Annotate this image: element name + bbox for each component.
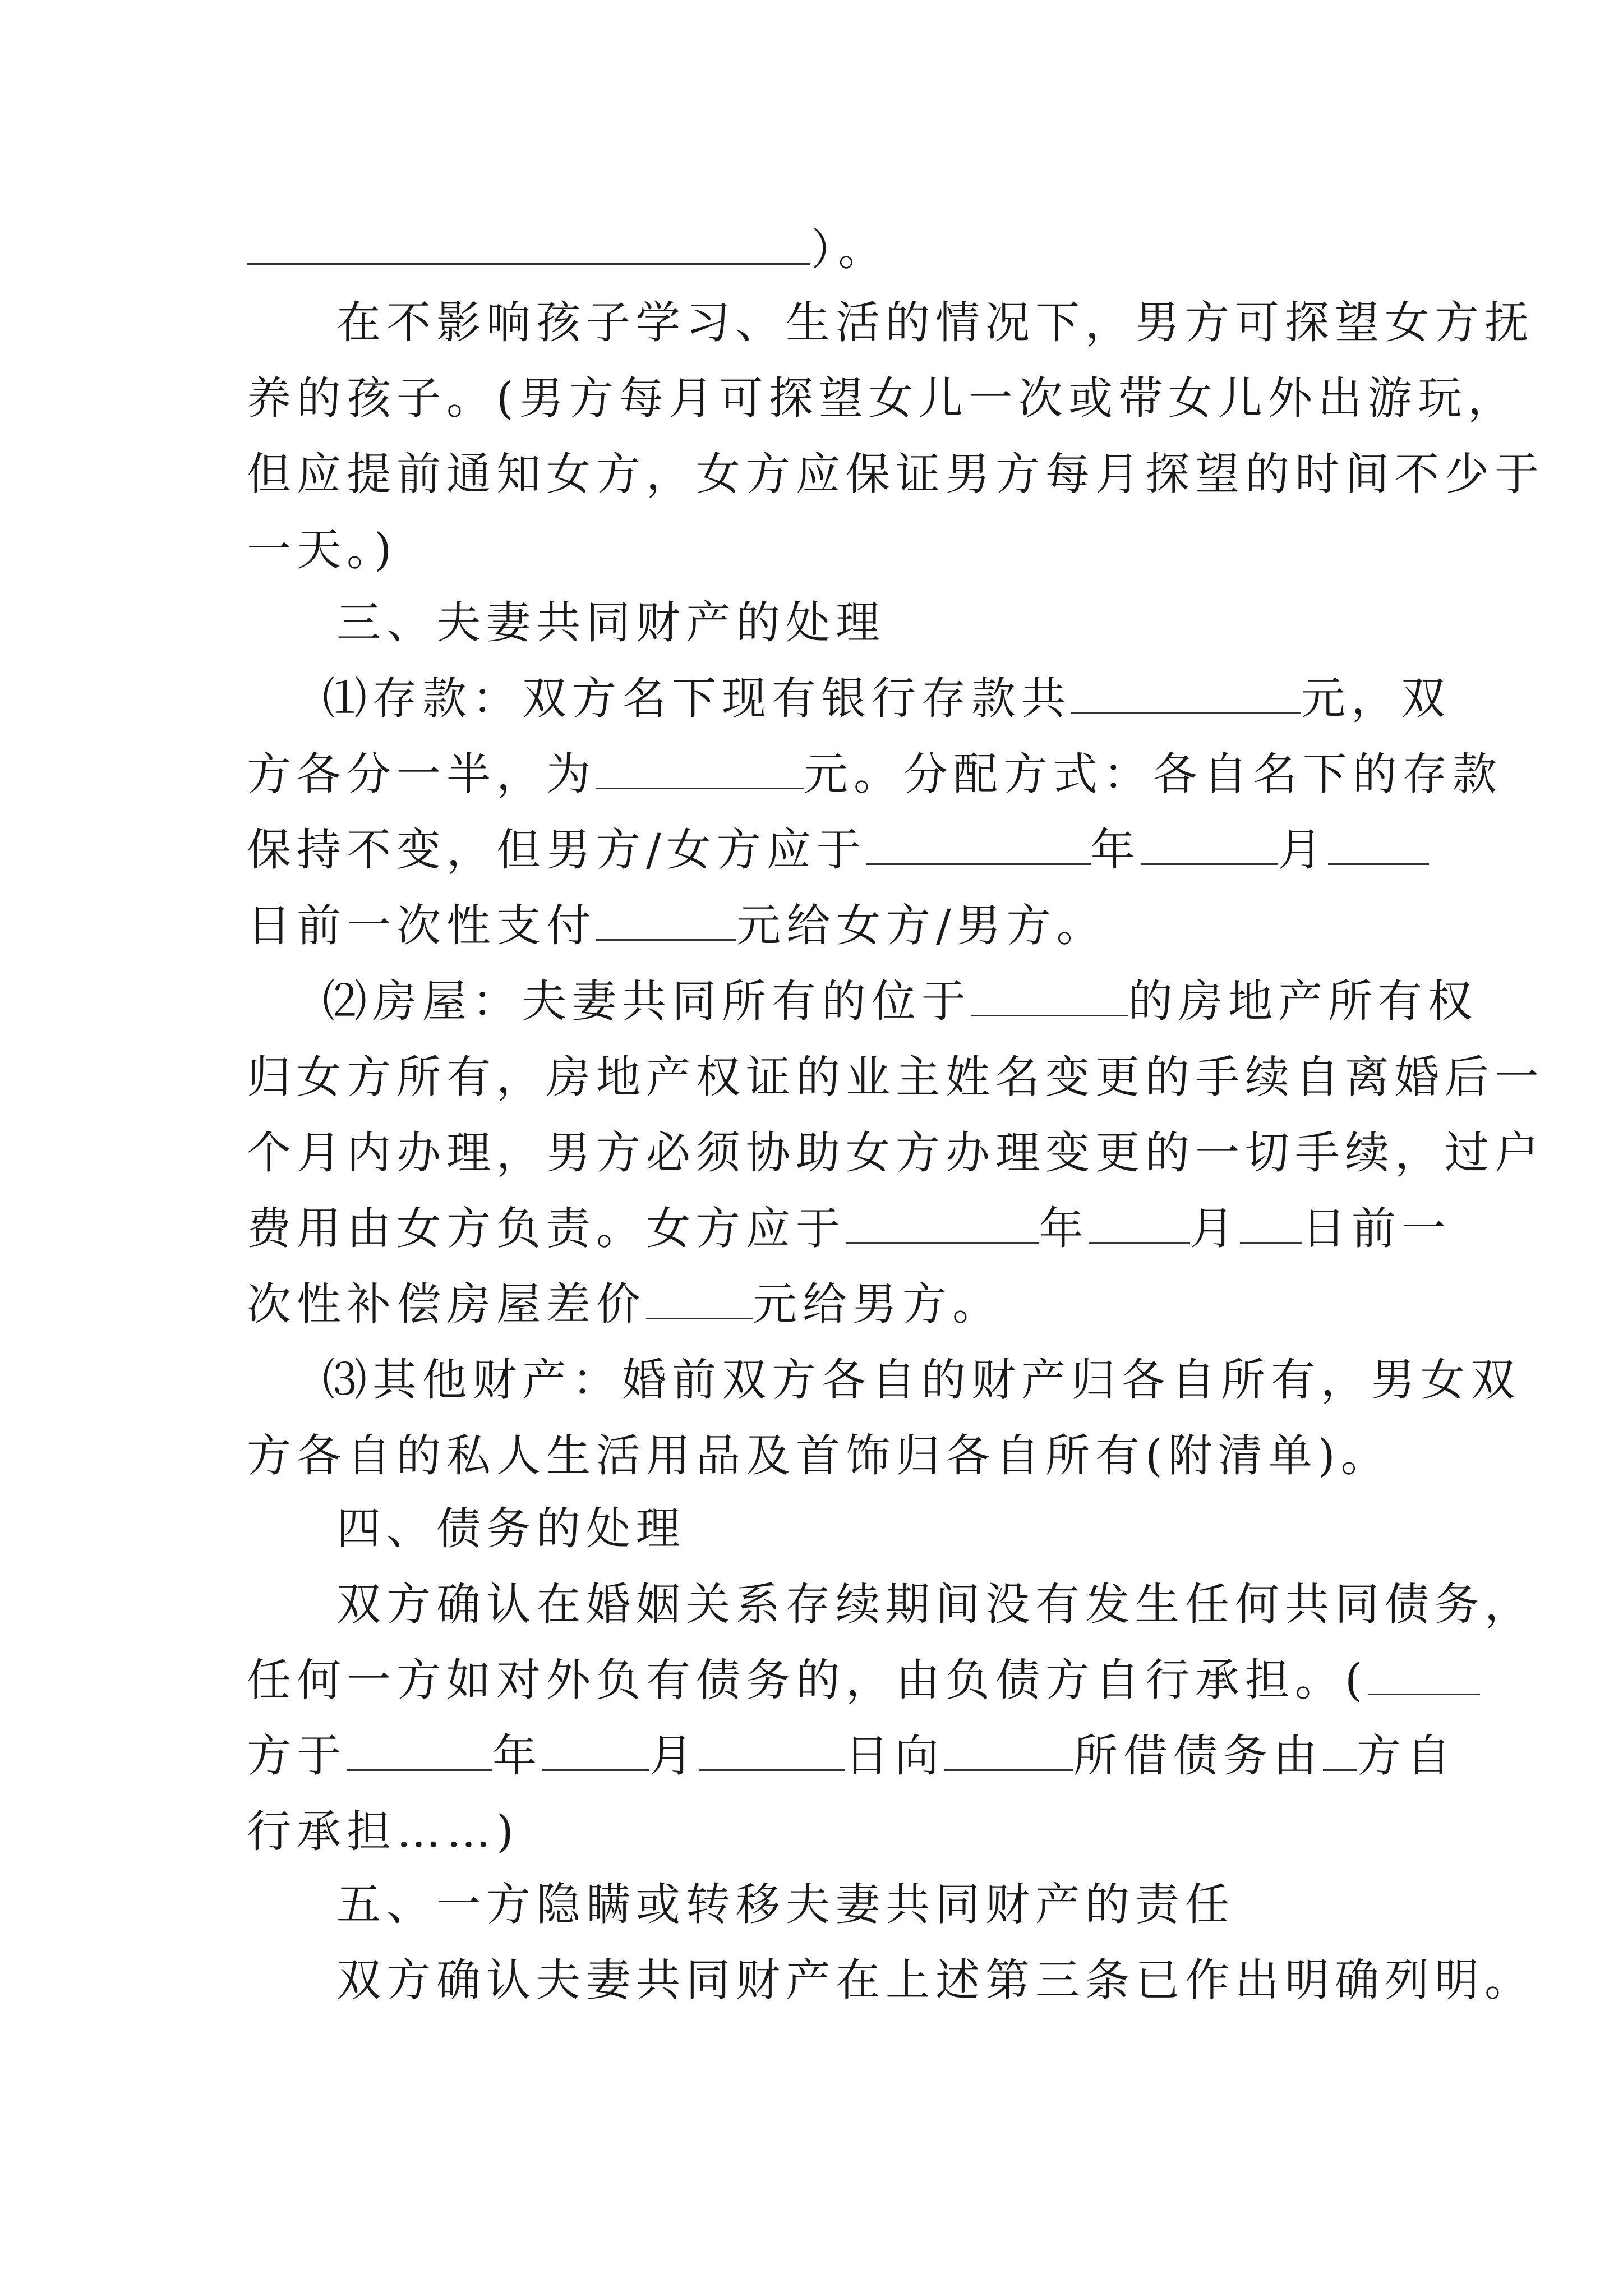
line-text: 方各自的私人生活用品及首饰归各自所有(附清单)。 bbox=[247, 1430, 1391, 1481]
fill-in-blank[interactable] bbox=[347, 1732, 492, 1771]
fill-in-blank[interactable] bbox=[1141, 826, 1278, 865]
text-line bbox=[322, 670, 1451, 726]
line-text: 三、夫妻共同财产的处理 bbox=[336, 597, 886, 648]
line-text: 次性补偿房屋差价 bbox=[247, 1278, 646, 1330]
text-line bbox=[336, 1952, 1534, 2008]
line-text: 养的孩子。(男方每月可探望女儿一次或带女儿外出游玩， bbox=[247, 372, 1518, 424]
line-text: 方自 bbox=[1357, 1730, 1456, 1782]
line-text: 保持不变，但男方/女方应于 bbox=[247, 824, 866, 876]
line-text: 双方确认在婚姻关系存续期间没有发生任何共同债务， bbox=[336, 1579, 1534, 1630]
line-text: 在不影响孩子学习、生活的情况下，男方可探望女方抚 bbox=[336, 297, 1534, 348]
line-text: 元。分配方式：各自名下的存款 bbox=[804, 748, 1502, 800]
line-text: 月 bbox=[649, 1730, 699, 1782]
text-line bbox=[322, 1352, 1520, 1408]
line-text: 但应提前通知女方，女方应保证男方每月探望的时间不少于 bbox=[247, 448, 1544, 500]
text-line bbox=[247, 370, 1518, 426]
line-text: 方于 bbox=[247, 1730, 347, 1782]
text-line bbox=[247, 446, 1544, 502]
text-line bbox=[336, 1501, 686, 1557]
fill-in-blank[interactable] bbox=[1323, 1732, 1357, 1771]
line-text: 元给女方/男方。 bbox=[736, 900, 1106, 951]
line-text: 归女方所有，房地产权证的业主姓名变更的手续自离婚后一 bbox=[247, 1051, 1544, 1103]
fill-in-blank[interactable] bbox=[699, 1732, 845, 1771]
line-text: ⑴存款：双方名下现有银行存款共 bbox=[322, 673, 1071, 724]
line-text: 方各分一半，为 bbox=[247, 748, 596, 800]
fill-in-blank[interactable] bbox=[1368, 1657, 1480, 1695]
line-text: 个月内办理，男方必须协助女方办理变更的一切手续，过户 bbox=[247, 1127, 1544, 1179]
text-line bbox=[247, 1428, 1391, 1484]
line-text: 年 bbox=[1039, 1203, 1089, 1254]
fill-in-blank[interactable] bbox=[1089, 1205, 1190, 1244]
fill-in-blank[interactable] bbox=[596, 751, 804, 789]
line-text: 月 bbox=[1278, 824, 1328, 876]
fill-in-blank[interactable] bbox=[971, 978, 1128, 1016]
line-text: 一天。) bbox=[247, 524, 398, 576]
line-text: 任何一方如对外负有债务的，由负债方自行承担。( bbox=[247, 1654, 1368, 1706]
text-line bbox=[247, 522, 397, 578]
fill-in-blank[interactable] bbox=[596, 902, 736, 941]
line-text: 元给男方。 bbox=[753, 1278, 1002, 1330]
fill-in-blank[interactable] bbox=[1071, 675, 1301, 714]
fill-in-blank[interactable] bbox=[944, 1732, 1073, 1771]
line-text: 行承担……) bbox=[247, 1806, 519, 1857]
text-line bbox=[247, 898, 1106, 954]
text-line bbox=[336, 1576, 1534, 1632]
line-text: ⑵房屋：夫妻共同所有的位于 bbox=[322, 976, 971, 1027]
line-text: 日向 bbox=[845, 1730, 944, 1782]
line-text: 日前一 bbox=[1302, 1203, 1451, 1254]
fill-in-blank[interactable] bbox=[1328, 826, 1429, 865]
fill-in-blank[interactable] bbox=[542, 1732, 649, 1771]
text-line bbox=[336, 295, 1534, 351]
line-text: 元，双 bbox=[1301, 673, 1451, 724]
fill-in-blank[interactable] bbox=[1240, 1205, 1302, 1244]
line-text: 四、债务的处理 bbox=[336, 1503, 686, 1554]
line-text: 月 bbox=[1190, 1203, 1240, 1254]
line-text: 日前一次性支付 bbox=[247, 900, 596, 951]
line-text: 所借债务由 bbox=[1073, 1730, 1323, 1782]
text-line bbox=[336, 1876, 1235, 1932]
text-line bbox=[336, 595, 886, 651]
text-line bbox=[247, 746, 1502, 802]
fill-in-blank[interactable] bbox=[247, 226, 810, 265]
text-line bbox=[247, 1049, 1544, 1105]
line-text: 五、一方隐瞒或转移夫妻共同财产的责任 bbox=[336, 1879, 1235, 1930]
fill-in-blank[interactable] bbox=[646, 1281, 753, 1319]
text-line bbox=[247, 822, 1429, 878]
line-text: 的房地产所有权 bbox=[1128, 976, 1478, 1027]
line-text: ⑶其他财产：婚前双方各自的财产归各自所有，男女双 bbox=[322, 1354, 1520, 1406]
text-line bbox=[322, 973, 1478, 1029]
text-line bbox=[247, 1803, 519, 1860]
text-line bbox=[247, 1200, 1451, 1257]
text-line bbox=[247, 1125, 1544, 1181]
line-text: 年 bbox=[492, 1730, 542, 1782]
line-text: 年 bbox=[1090, 824, 1141, 876]
line-text: ）。 bbox=[810, 224, 888, 275]
line-text: 双方确认夫妻共同财产在上述第三条已作出明确列明。 bbox=[336, 1954, 1534, 2006]
text-line bbox=[247, 1728, 1456, 1784]
text-line bbox=[247, 1276, 1002, 1332]
text-line bbox=[247, 222, 888, 278]
text-line bbox=[247, 1652, 1480, 1708]
fill-in-blank[interactable] bbox=[846, 1205, 1039, 1244]
fill-in-blank[interactable] bbox=[866, 826, 1091, 865]
line-text: 费用由女方负责。女方应于 bbox=[247, 1203, 846, 1254]
